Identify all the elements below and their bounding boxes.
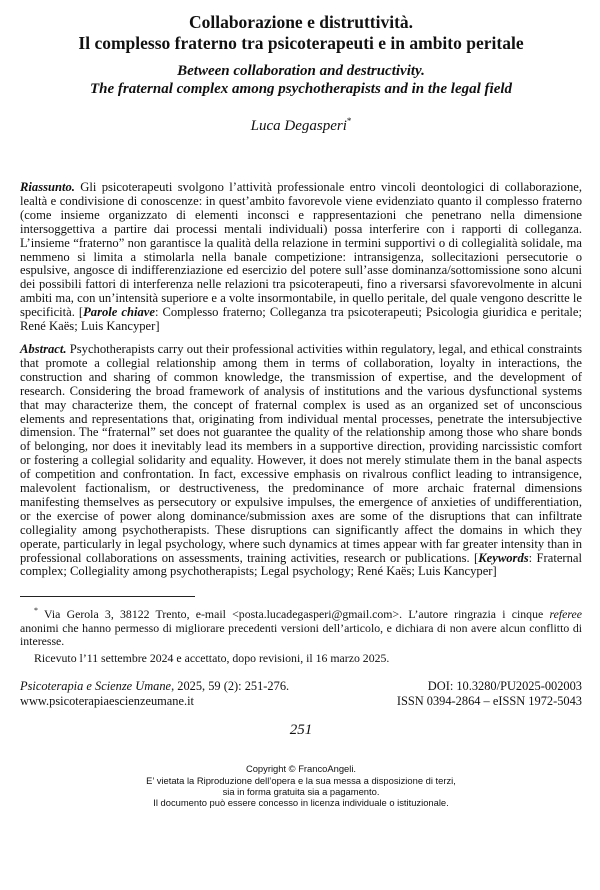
italian-abstract: [20, 181, 582, 334]
journal-website: www.psicoterapiaescienzeumane.it: [20, 693, 194, 708]
author-name: Luca Degasperi: [250, 118, 347, 134]
english-abstract: [20, 343, 582, 579]
footnote-mark: *: [34, 606, 38, 616]
copyright-line-3: sia in forma gratuita sia a pagamento.: [222, 786, 380, 797]
journal-citation: [20, 679, 289, 694]
keywords-list: : Fraternal complex; Collegiality among psychotherapists; Legal psychology; René Kaës; Luis Kancyper]: [20, 550, 582, 579]
journal-issn: ISSN 0394-2864 – eISSN 1972-5043: [396, 693, 582, 708]
english-title: [20, 62, 582, 98]
page-number: 251: [289, 722, 313, 739]
copyright-line-1: Copyright © FrancoAngeli.: [245, 763, 357, 775]
copyright-line-2: E’ vietata la Riproduzione dell’opera e la sua messa a disposizione di terzi,: [146, 774, 456, 786]
footnote-divider: [20, 596, 195, 597]
journal-issue: , 2025, 59 (2): 251-276.: [171, 679, 290, 694]
italian-title-line-1: Collaborazione e distruttività.: [188, 12, 414, 32]
journal-info: [20, 679, 582, 708]
article-page: [20, 12, 582, 809]
abstract-label: Abstract.: [20, 341, 67, 356]
english-title-line-1: Between collaboration and destructivity.: [177, 63, 425, 79]
riassunto-body: Gli psicoterapeuti svolgono l’attività professionale entro vincoli deontologici di collaborazione, lealtà e condivisione di conoscenze: in quest’ambito favorevole viene evidenziato quanto il complesso fraterno (come insieme organizzato di elementi inconsci e rappresentazioni che penetrano nella dimensione intersoggettiva a partire dai processi mentali individuali) possa interferire con i rapporti di colleganza. L’insieme “fraterno” non garantisce la qualità della relazione in termini supportivi o di collegialità solidale, ma nemmeno si limita a stimolarla nella banale competizione: intransigenza, sollecitazioni persecutorie o espulsive, angosce di indifferenziazione ed esercizio del potere sull’asse dominanza/sottomissione sono alcuni dei possibili fattori di interferenza nelle relazioni tra psicoterapeuti, fino a riversarsi sfavorevolmente in alcuni ambiti ma, con un’intensità superiore e a volte insormontabile, in quello peritale, del quale vengono descritte le specificità. [: [20, 180, 582, 320]
author-footnote: [20, 604, 582, 648]
abstract-body: Psychotherapists carry out their professional activities within regulatory, legal, and ethical constraints that promote a collegial relationship among them in terms of collaboration, loyalty in interactions, the construction and sharing of common knowledge, the transmission of expertise, and the development of research. Considering the broad framework of analysis of institutions and the various dysfunctional systems that may characterize them, the concept of fraternal complex is used as an organized set of unconscious elements and representations that, originating from individual mental processes, penetrate the intersubjective dimension. The “fraternal” set does not guarantee the quality of the relationship among those who share bonds of belonging, nor does it inevitably lead its members in a supportive direction, providing narcissistic comfort or fostering a collegial solidarity and equality. However, it does not merely stimulate them in the banal aspects of competition and confrontation. In fact, excessive emphasis on rivalrous conflict leading to intransigence, malevolent factionalism, or destructiveness, the predominance of more archaic fraternal dimensions manifesting themselves as persecutory or expulsive impulses, the emergence of anxieties of undifferentiation, or the exercise of power along dominance/submission axes are some of the disruptions that can infiltrate collegiality among psychotherapists. These disruptions can significantly affect the domains in which they operate, particularly in legal psychology, where such dynamics at times appear with far greater intensity than in professional collaborations on assessments, training activities, research or publications. [: [20, 341, 582, 565]
italian-title: [20, 12, 582, 54]
italian-title-line-2: Il complesso fraterno tra psicoterapeuti e in ambito peritale: [78, 33, 524, 53]
english-title-line-2: The fraternal complex among psychotherapists and in the legal field: [89, 81, 513, 97]
received-date: Ricevuto l’11 settembre 2024 e accettato, dopo revisioni, il 16 marzo 2025.: [34, 651, 390, 666]
footnote-text-end: anonimi che hanno permesso di migliorare precedenti versioni dell’articolo, e dichiara di non avere alcun conflitto di interesse.: [20, 620, 582, 648]
copyright-notice: [20, 763, 582, 809]
author-line: [20, 116, 582, 135]
riassunto-label: Riassunto.: [20, 180, 75, 194]
author-footnote-mark: *: [346, 116, 352, 126]
journal-doi: DOI: 10.3280/PU2025-002003: [427, 679, 582, 694]
parole-chiave-list: : Complesso fraterno; Colleganza tra psicoterapeuti; Psicologia giuridica e peritale; René Kaës; Luis Kancyper]: [20, 305, 582, 334]
footnote-referee: referee: [549, 607, 582, 622]
keywords-label: Keywords: [478, 550, 529, 565]
journal-name: Psicoterapia e Scienze Umane: [20, 679, 172, 694]
parole-chiave-label: Parole chiave: [83, 305, 155, 320]
footnote-text-start: Via Gerola 3, 38122 Trento, e-mail <posta.lucadegasperi@gmail.com>. L’autore ringrazia i cinque: [38, 607, 550, 622]
copyright-line-4: Il documento può essere concesso in licenza individuale o istituzionale.: [153, 797, 449, 809]
